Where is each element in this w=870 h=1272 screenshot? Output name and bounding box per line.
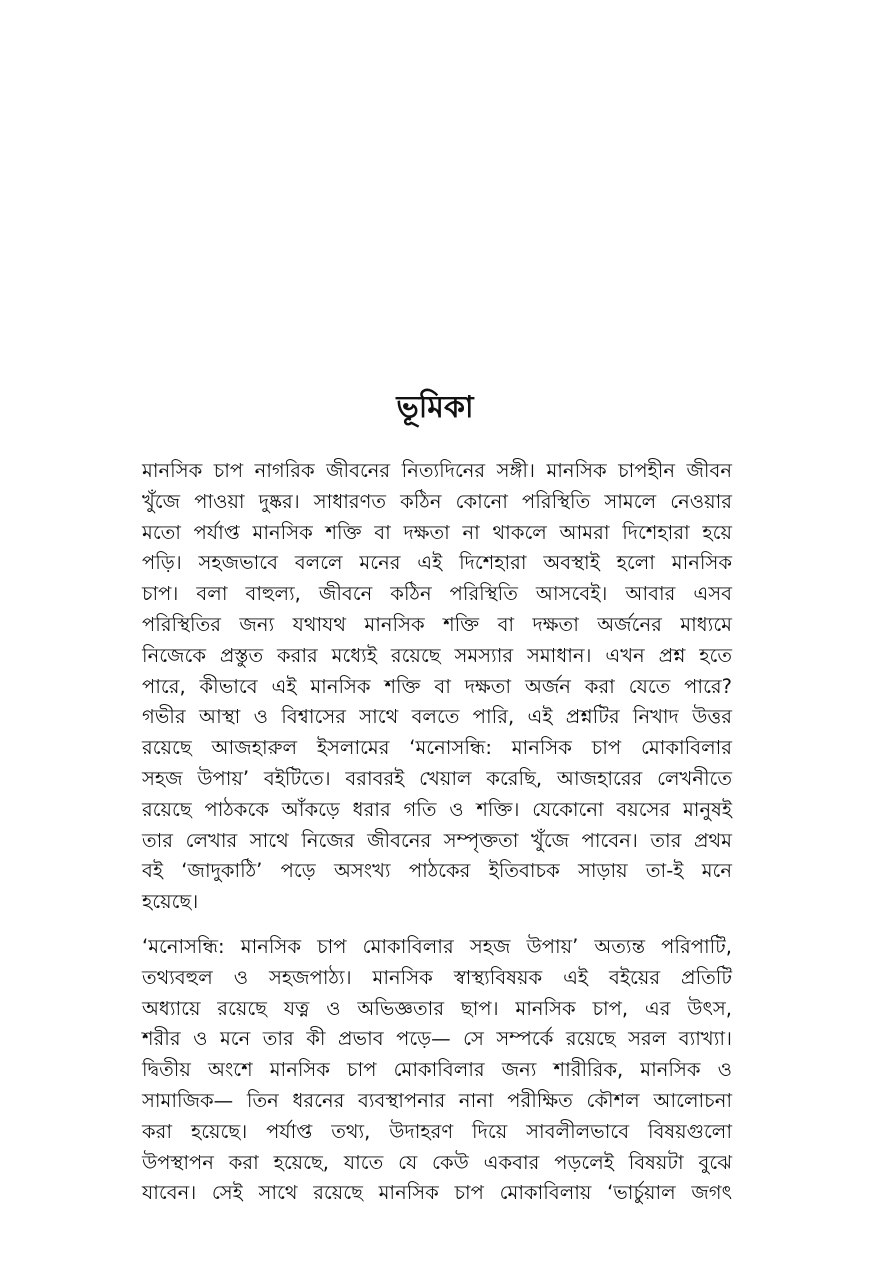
- text-line: করা হয়েছে। পর্যাপ্ত তথ্য, উদাহরণ দিয়ে সাবলীলভাবে বিষয়গুলো: [142, 1119, 732, 1143]
- text-line: চাপ। বলা বাহুল্য, জীবনে কঠিন পরিস্থিতি আসবেই। আবার এসব: [142, 582, 732, 606]
- page-title: ভূমিকা: [396, 390, 474, 425]
- text-line: মতো পর্যাপ্ত মানসিক শক্তি বা দক্ষতা না থাকলে আমরা দিশেহারা হয়ে: [142, 520, 732, 544]
- text-line: দ্বিতীয় অংশে মানসিক চাপ মোকাবিলার জন্য শারীরিক, মানসিক ও: [142, 1058, 732, 1082]
- body-text: [142, 456, 732, 1209]
- text-line: গভীর আস্থা ও বিশ্বাসের সাথে বলতে পারি, এই প্রশ্নটির নিখাদ উত্তর: [142, 705, 732, 729]
- text-line: হয়েছে।: [142, 890, 199, 914]
- paragraph-1: [142, 456, 732, 918]
- text-line: পারে, কীভাবে এই মানসিক শক্তি বা দক্ষতা অর্জন করা যেতে পারে?: [142, 674, 732, 698]
- text-line: রয়েছে পাঠককে আঁকড়ে ধরার গতি ও শক্তি। যেকোনো বয়সের মানুষই: [142, 797, 732, 821]
- text-line: বই ‘জাদুকাঠি’ পড়ে অসংখ্য পাঠকের ইতিবাচক সাড়ায় তা-ই মনে: [142, 859, 732, 883]
- text-line: তথ্যবহুল ও সহজপাঠ্য। মানসিক স্বাস্থ্যবিষয়ক এই বইয়ের প্রতিটি: [142, 965, 732, 989]
- text-line: নিজেকে প্রস্তুত করার মধ্যেই রয়েছে সমস্যার সমাধান। এখন প্রশ্ন হতে: [142, 643, 732, 667]
- text-line: সামাজিক— তিন ধরনের ব্যবস্থাপনার নানা পরীক্ষিত কৌশল আলোচনা: [142, 1088, 732, 1112]
- text-line: পড়ি। সহজভাবে বললে মনের এই দিশেহারা অবস্থাই হলো মানসিক: [142, 551, 732, 575]
- text-line: উপস্থাপন করা হয়েছে, যাতে যে কেউ একবার পড়লেই বিষয়টা বুঝে: [142, 1150, 732, 1174]
- text-line: মানসিক চাপ নাগরিক জীবনের নিত্যদিনের সঙ্গী। মানসিক চাপহীন জীবন: [142, 459, 732, 482]
- text-line: যাবেন। সেই সাথে রয়েছে মানসিক চাপ মোকাবিলায় ‘ভার্চুয়াল জগৎ: [142, 1181, 732, 1205]
- text-line: রয়েছে আজহারুল ইসলামের ‘মনোসন্ধি: মানসিক চাপ মোকাবিলার: [142, 736, 732, 760]
- text-line: পরিস্থিতির জন্য যথাযথ মানসিক শক্তি বা দক্ষতা অর্জনের মাধ্যমে: [142, 612, 732, 636]
- paragraph-spacer: [142, 918, 732, 932]
- text-line: অধ্যায়ে রয়েছে যত্ন ও অভিজ্ঞতার ছাপ। মানসিক চাপ, এর উৎস,: [142, 996, 732, 1020]
- text-line: সহজ উপায়’ বইটিতে। বরাবরই খেয়াল করেছি, আজহারের লেখনীতে: [142, 766, 732, 790]
- text-line: খুঁজে পাওয়া দুষ্কর। সাধারণত কঠিন কোনো পরিস্থিতি সামলে নেওয়ার: [142, 489, 732, 513]
- text-line: শরীর ও মনে তার কী প্রভাব পড়ে— সে সম্পর্কে রয়েছে সরল ব্যাখ্যা।: [142, 1027, 732, 1051]
- text-line: ‘মনোসন্ধি: মানসিক চাপ মোকাবিলার সহজ উপায়’ অত্যন্ত পরিপাটি,: [142, 934, 732, 958]
- text-line: তার লেখার সাথে নিজের জীবনের সম্পৃক্ততা খুঁজে পাবেন। তার প্রথম: [142, 828, 732, 852]
- paragraph-2: [142, 932, 732, 1209]
